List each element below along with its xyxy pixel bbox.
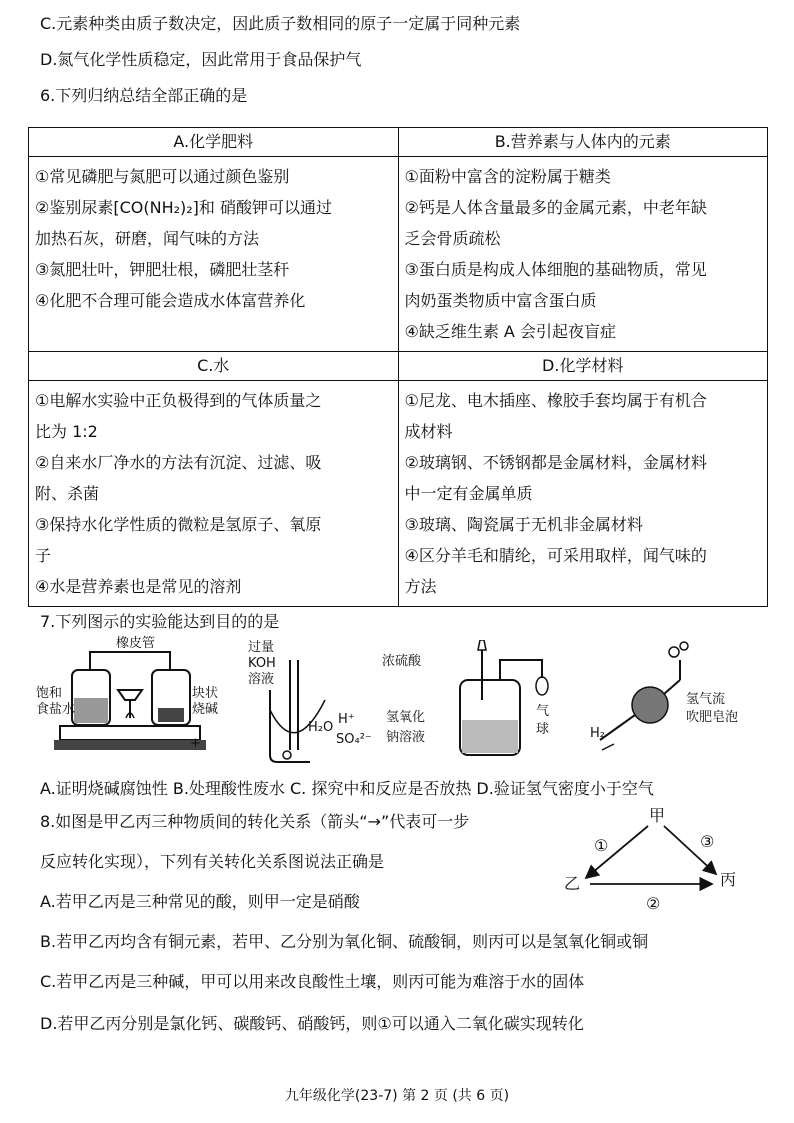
figure-b-h-ion: H⁺ (338, 712, 355, 727)
figure-a-right-label-2: 烧碱 (192, 702, 219, 717)
cell-line: ②钙是人体含量最多的金属元素，中老年缺 (404, 198, 707, 217)
figure-c-naoh-label-1: 氢氧化 (386, 710, 426, 725)
page-footer: 九年级化学(23-7) 第 2 页 (共 6 页) (284, 1088, 510, 1104)
cell-line: 方法 (404, 577, 437, 596)
arrow-label-1: ① (594, 836, 609, 855)
figure-c-apparatus (382, 640, 562, 770)
figure-a-plus-sign: + (190, 736, 201, 751)
figure-b-label-1: 过量 (248, 640, 275, 655)
question-8-option-d: D.若甲乙丙分别是氯化钙、碳酸钙、硝酸钙，则①可以通入二氧化碳实现转化 (40, 1014, 584, 1033)
node-yi: 乙 (564, 874, 581, 893)
cell-line: ③蛋白质是构成人体细胞的基础物质，常见 (404, 260, 707, 279)
table-cell-c (29, 381, 399, 607)
question-6: 6.下列归纳总结全部正确的是 (40, 86, 248, 105)
cell-line: ②自来水厂净水的方法有沉淀、过滤、吸 (35, 453, 322, 472)
figure-a-left-label-2: 食盐水 (36, 702, 76, 717)
cell-line: 子 (35, 546, 52, 565)
table-cell-a (29, 157, 399, 352)
cell-line: ④水是营养素也是常见的溶剂 (35, 577, 242, 596)
figure-a-left-label-1: 饱和 (36, 686, 63, 701)
figure-a-right-label-1: 块状 (192, 686, 219, 701)
table-head-d: D.化学材料 (398, 352, 768, 381)
cell-line: 加热石灰，研磨，闻气味的方法 (35, 229, 260, 248)
cell-line: ②鉴别尿素[CO(NH₂)₂]和 硝酸钾可以通过 (35, 198, 332, 217)
cell-line: ③氮肥壮叶，钾肥壮根，磷肥壮茎秆 (35, 260, 290, 279)
node-jia: 甲 (649, 806, 666, 825)
figure-d-h2-label: H₂ (590, 726, 605, 741)
question-8-option-a: A.若甲乙丙是三种常见的酸，则甲一定是硝酸 (40, 892, 360, 911)
figure-c-balloon-label-1: 气 (536, 704, 550, 719)
question-8-line-2: 反应转化实现），下列有关转化关系图说法正确是 (40, 852, 385, 871)
question-7: 7.下列图示的实验能达到目的的是 (40, 612, 280, 631)
cell-line: ③保持水化学性质的微粒是氢原子、氧原 (35, 515, 322, 534)
figure-b-h2o: H₂O (308, 720, 334, 735)
figure-c-balloon-label-2: 球 (536, 722, 550, 737)
figure-b-label-2: KOH (248, 656, 276, 671)
cell-line: ④区分羊毛和腈纶，可采用取样，闻气味的 (404, 546, 707, 565)
cell-line: 中一定有金属单质 (404, 484, 533, 503)
table-cell-d (398, 381, 768, 607)
cell-line: ①尼龙、电木插座、橡胶手套均属于有机合 (404, 391, 707, 410)
figure-b-apparatus (240, 640, 380, 770)
figure-d-text-1: 氢气流 (686, 692, 726, 707)
figure-a-tube-label: 橡皮管 (116, 636, 156, 651)
option-c-q5: C.元素种类由质子数决定，因此质子数相同的原子一定属于同种元素 (40, 14, 521, 33)
arrow-label-2: ② (646, 894, 661, 913)
cell-line: ①电解水实验中正负极得到的气体质量之 (35, 391, 322, 410)
question-8-option-c: C.若甲乙丙是三种碱，甲可以用来改良酸性土壤，则丙可能为难溶于水的固体 (40, 972, 585, 991)
question-8-option-b: B.若甲乙丙均含有铜元素，若甲、乙分别为氧化铜、硫酸铜，则丙可以是氢氧化铜或铜 (40, 932, 649, 951)
cell-line: ③玻璃、陶瓷属于无机非金属材料 (404, 515, 643, 534)
figure-b-label-3: 溶液 (248, 672, 275, 687)
conversion-triangle-diagram (560, 808, 750, 918)
table-head-a: A.化学肥料 (29, 128, 399, 157)
figure-captions: A.证明烧碱腐蚀性 B.处理酸性废水 C. 探究中和反应是否放热 D.验证氢气密度小于空气 (40, 779, 654, 798)
figure-b-so4-ion: SO₄²⁻ (336, 732, 372, 747)
figure-d-apparatus (580, 640, 760, 770)
arrow-label-3: ③ (700, 832, 715, 851)
figure-a-apparatus (36, 636, 219, 770)
experiment-figures (36, 636, 780, 770)
table-head-b: B.营养素与人体内的元素 (398, 128, 768, 157)
figure-c-naoh-label-2: 钠溶液 (386, 730, 426, 745)
cell-line: ①常见磷肥与氮肥可以通过颜色鉴别 (35, 167, 290, 186)
table-cell-b (398, 157, 768, 352)
cell-line: ④化肥不合理可能会造成水体富营养化 (35, 291, 306, 310)
summary-table (28, 127, 768, 607)
cell-line: ④缺乏维生素 A 会引起夜盲症 (404, 322, 616, 341)
figure-c-acid-label: 浓硫酸 (382, 654, 422, 669)
figure-d-text-2: 吹肥皂泡 (686, 710, 739, 725)
cell-line: ①面粉中富含的淀粉属于糖类 (404, 167, 611, 186)
cell-line: 附、杀菌 (35, 484, 100, 503)
cell-line: ②玻璃钢、不锈钢都是金属材料，金属材料 (404, 453, 707, 472)
option-d-q5: D.氮气化学性质稳定，因此常用于食品保护气 (40, 50, 362, 69)
node-bing: 丙 (720, 870, 737, 889)
figure-d-drawing (580, 640, 760, 770)
table-head-c: C.水 (29, 352, 399, 381)
cell-line: 比为 1:2 (35, 422, 98, 441)
cell-line: 肉奶蛋类物质中富含蛋白质 (404, 291, 597, 310)
question-8-line-1: 8.如图是甲乙丙三种物质间的转化关系（箭头“→”代表可一步 (40, 812, 470, 831)
cell-line: 乏会骨质疏松 (404, 229, 501, 248)
cell-line: 成材料 (404, 422, 453, 441)
